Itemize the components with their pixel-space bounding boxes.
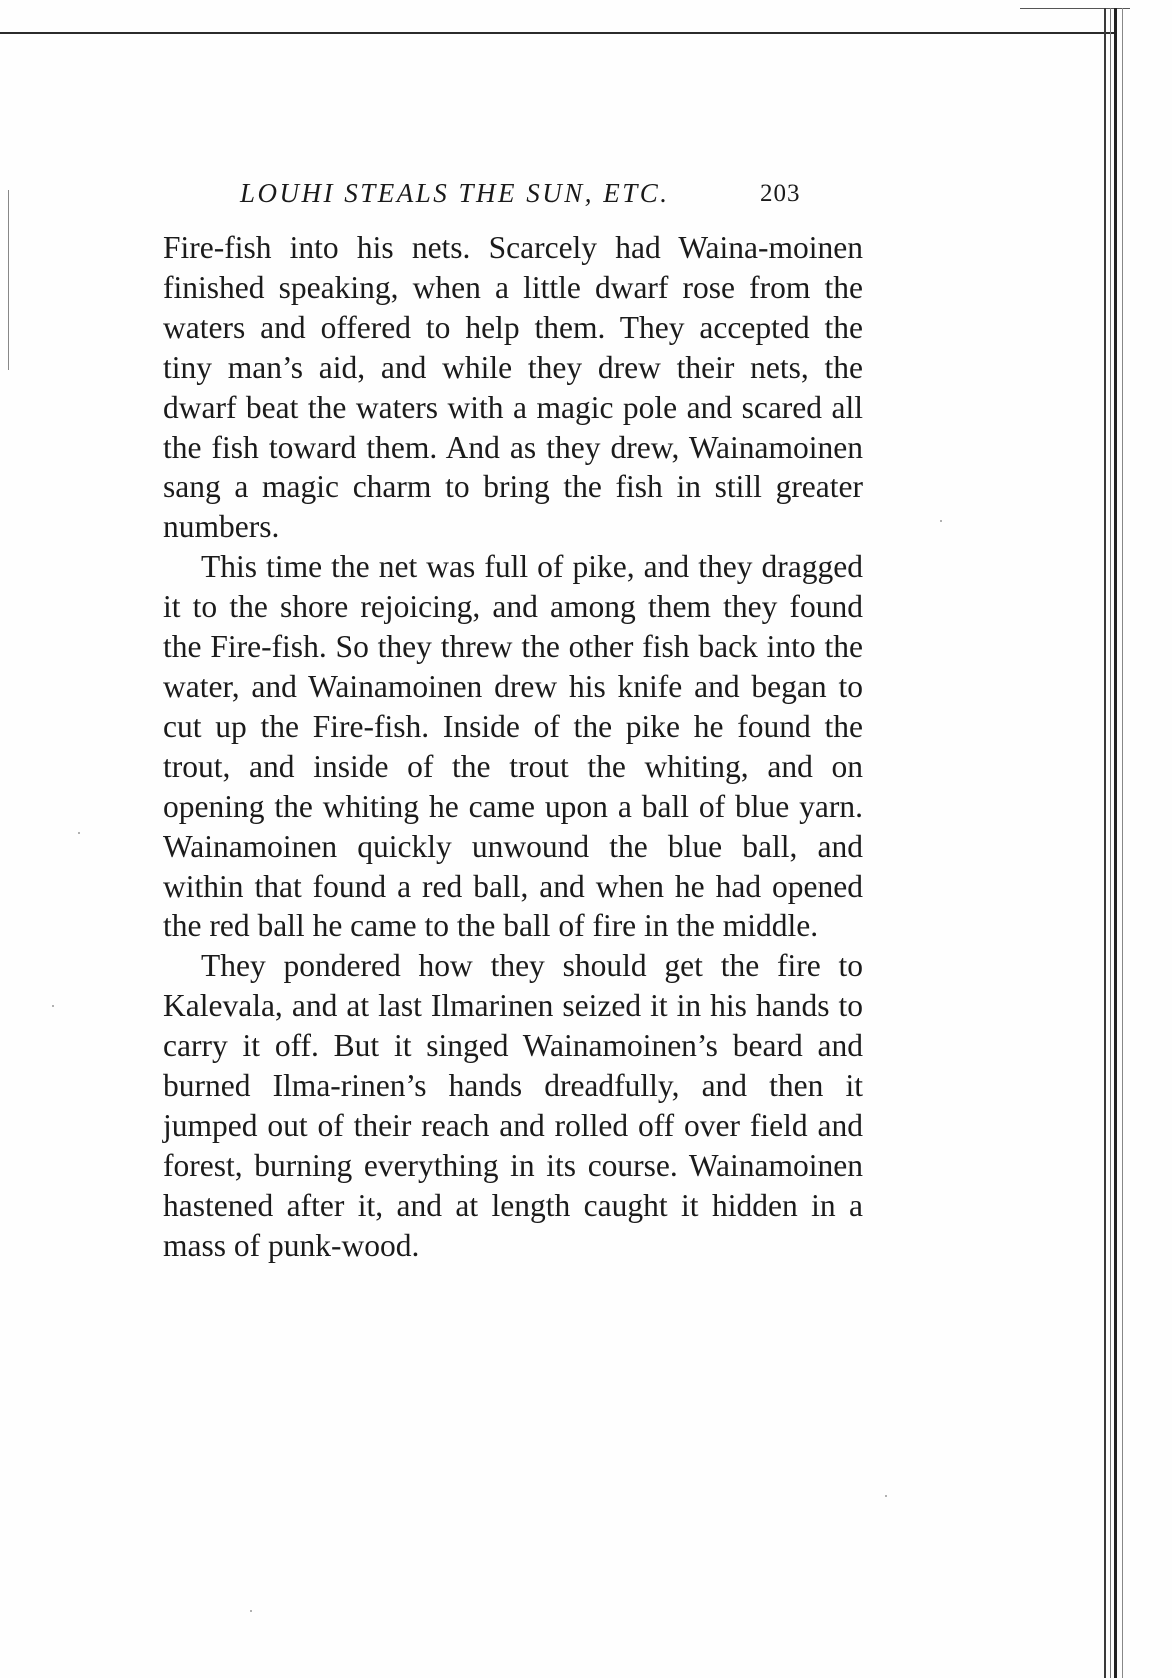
gutter-line — [1110, 8, 1111, 1678]
gutter-line — [1122, 8, 1123, 1678]
paragraph: They pondered how they should get the fire to Kalevala, and at last Ilmarinen seized it in his hands to carry it off. But it singed Wainamoinen’s beard and burned Ilma-rinen’s hands dreadfully, and then it jumped out of their reach and rolled off over field and forest, burning everything in its course. Wainamoinen hastened after it, and at length caught it hidden in a mass of punk-wood. — [163, 948, 863, 1263]
paper-speck — [250, 1610, 252, 1612]
left-margin-marks — [8, 190, 15, 370]
gutter-line — [1104, 8, 1106, 1678]
paper-speck — [885, 1495, 887, 1497]
paper-speck — [78, 832, 80, 834]
body-text — [163, 228, 863, 1266]
paragraph: Fire-fish into his nets. Scarcely had Waina-moinen finished speaking, when a little dwarf rose from the waters and offered to help them. They accepted the tiny man’s aid, and while they drew their nets, the dwarf beat the waters with a magic pole and scared all the fish toward them. And as they drew, Wainamoinen sang a magic charm to bring the fish in still greater numbers. — [163, 230, 863, 545]
page-gutter-edge — [1098, 0, 1136, 1678]
page-header — [170, 178, 870, 218]
paper-speck — [52, 1005, 54, 1007]
page-number: 203 — [760, 180, 801, 207]
paper-speck — [940, 520, 942, 522]
gutter-line — [1114, 8, 1117, 1678]
top-edge-rule — [0, 32, 1115, 34]
running-head: LOUHI STEALS THE SUN, ETC. — [240, 178, 670, 208]
paragraph: This time the net was full of pike, and they dragged it to the shore rejoicing, and among them they found the Fire-fish. So they threw the other fish back into the water, and Wainamoinen drew his knife and began to cut up the Fire-fish. Inside of the pike he found the trout, and inside of the trout the whiting, and on opening the whiting he came upon a ball of blue yarn. Wainamoinen quickly unwound the blue ball, and within that found a red ball, and when he had opened the red ball he came to the ball of fire in the middle. — [163, 549, 863, 944]
